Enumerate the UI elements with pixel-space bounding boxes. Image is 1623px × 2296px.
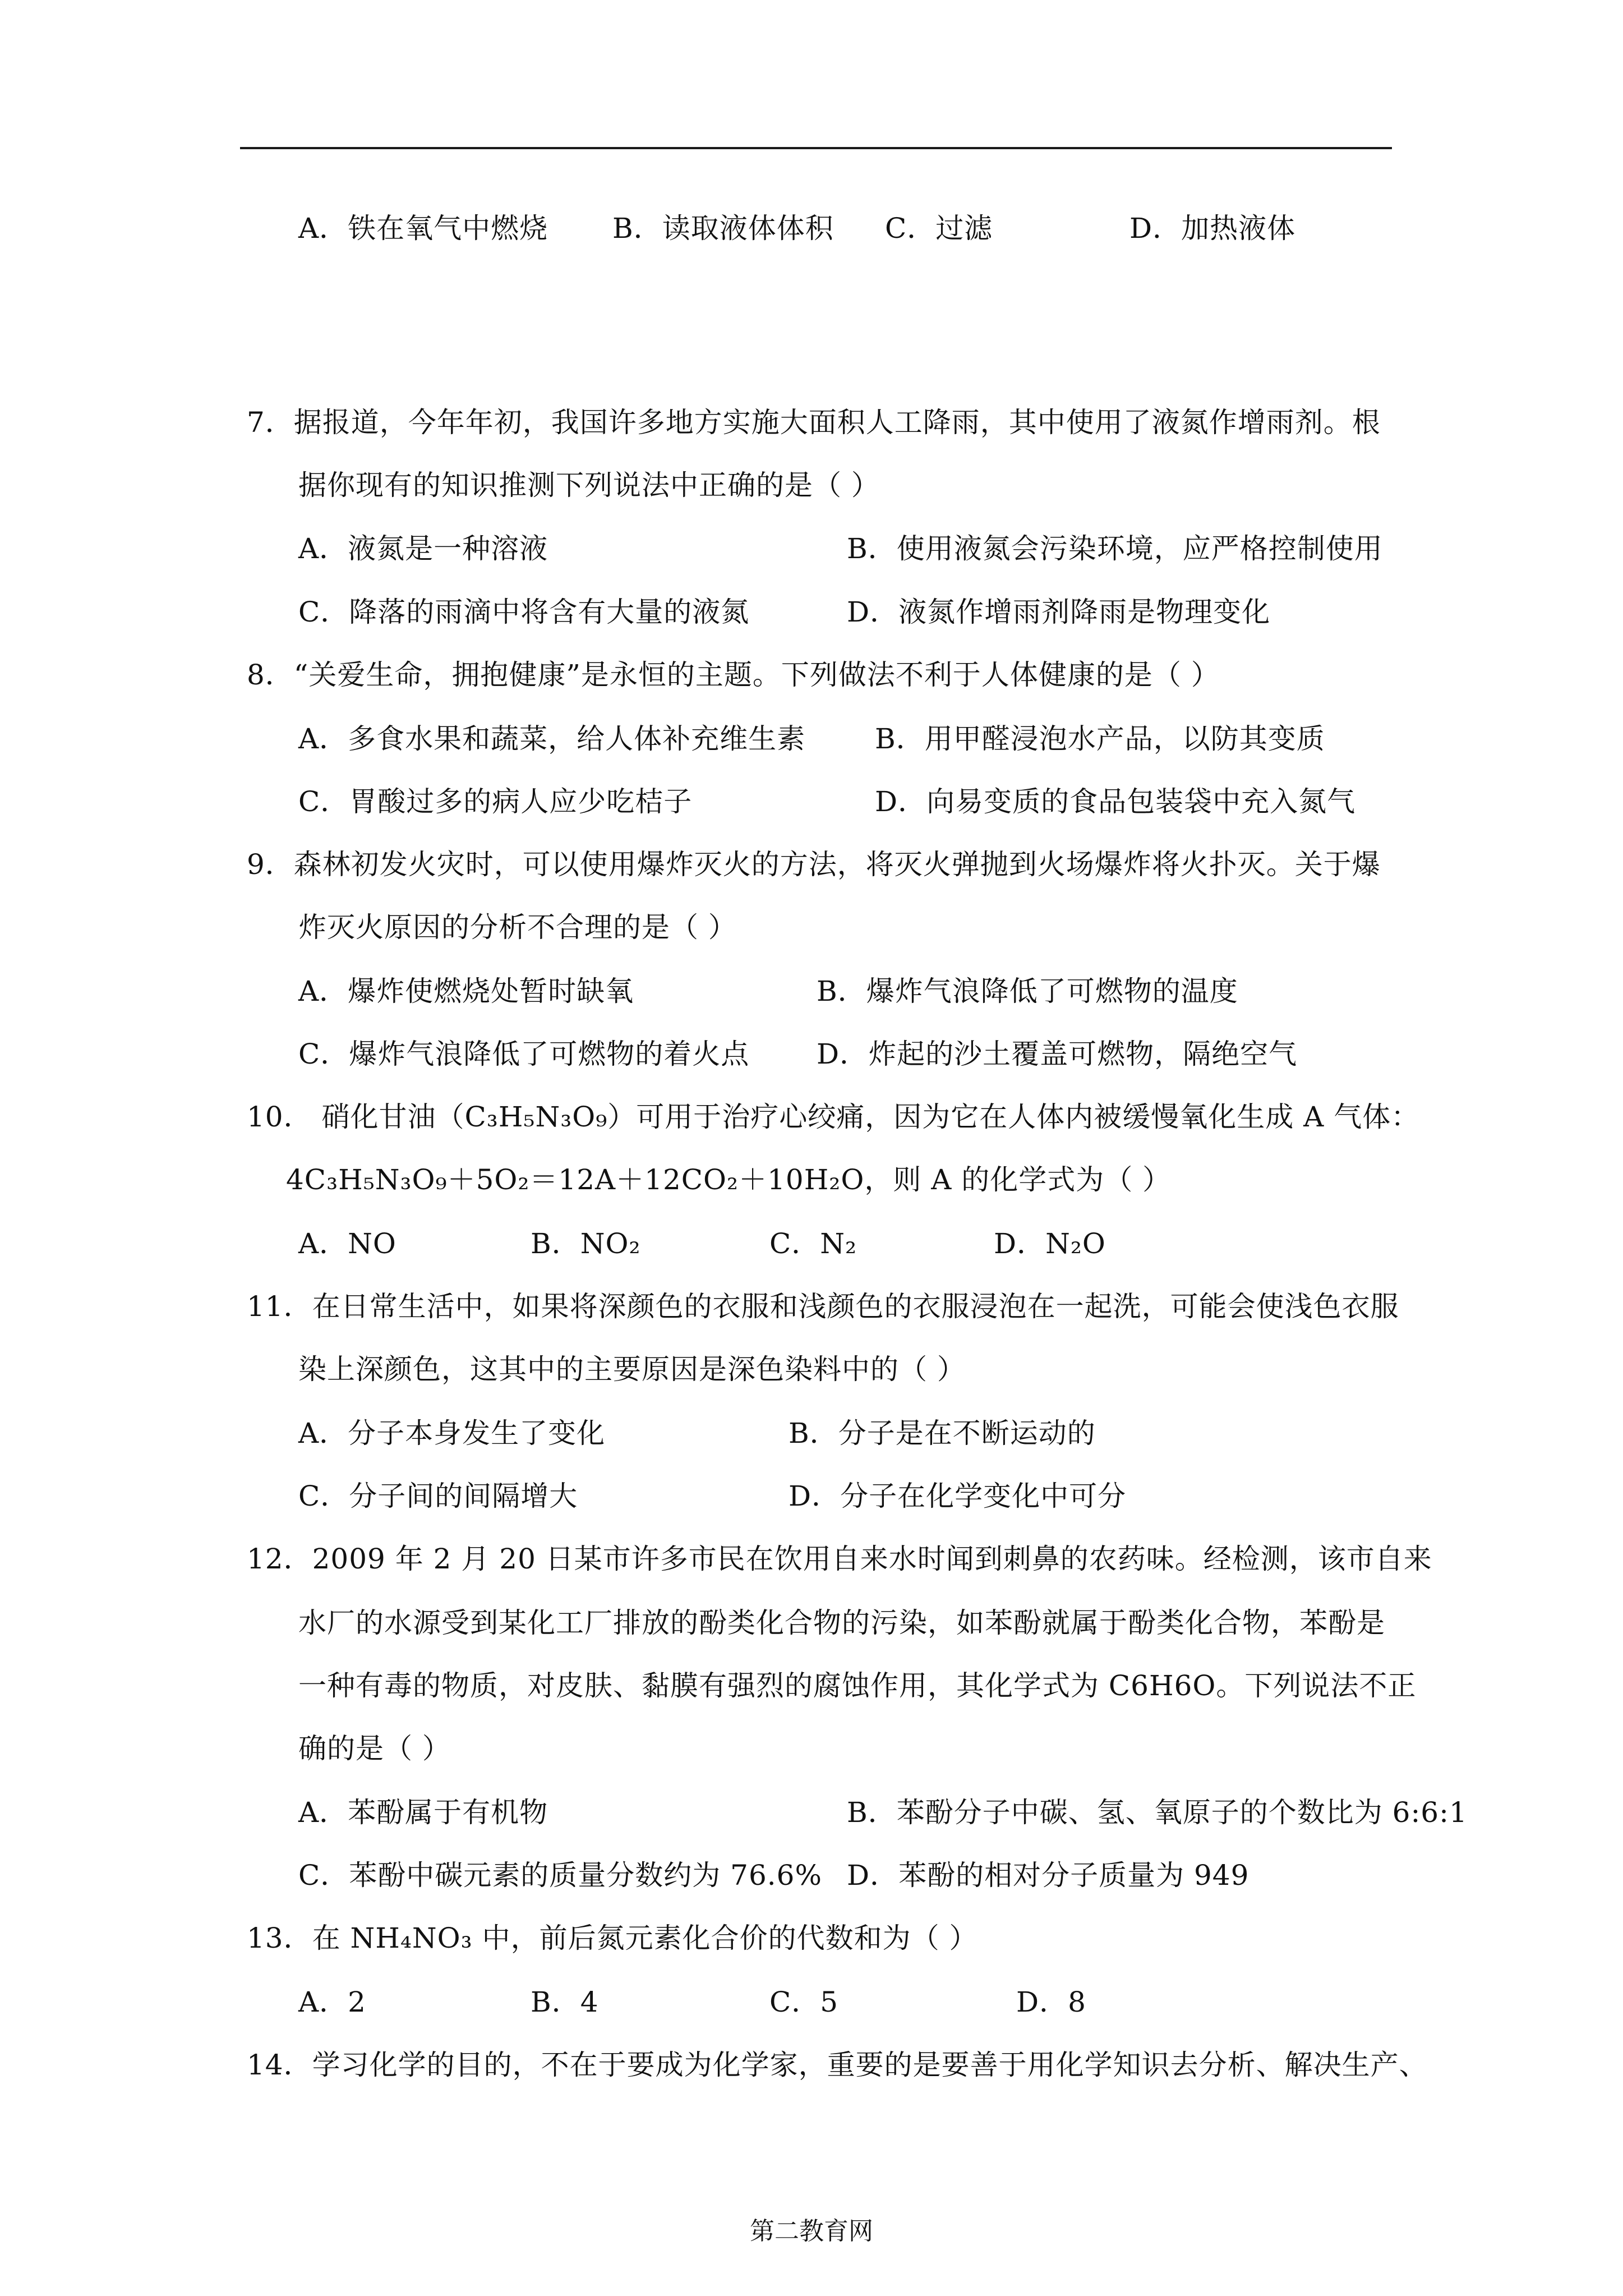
q11-stem-line1: 11．在日常生活中，如果将深颜色的衣服和浅颜色的衣服浸泡在一起洗，可能会使浅色衣服	[247, 1290, 1399, 1323]
q7-stem-line1: 7．据报道，今年年初，我国许多地方实施大面积人工降雨，其中使用了液氮作增雨剂。根	[247, 406, 1381, 439]
q12-stem-line3: 一种有毒的物质，对皮肤、黏膜有强烈的腐蚀作用，其化学式为 C6H6O。下列说法不正	[298, 1669, 1417, 1702]
page-footer: 第二教育网	[750, 2217, 873, 2246]
q9-stem-line2: 炸灭火原因的分析不合理的是（ ）	[298, 911, 737, 944]
q13-stem-line1: 13．在 NH₄NO₃ 中，前后氮元素化合价的代数和为（ ）	[247, 1922, 978, 1954]
header-rule	[240, 147, 1392, 149]
q9-stem-line1: 9．森林初发火灾时，可以使用爆炸灭火的方法，将灭火弹抛到火场爆炸将火扑灭。关于爆	[247, 848, 1381, 881]
q8-option-c: C．胃酸过多的病人应少吃桔子	[298, 785, 693, 818]
q11-option-a: A．分子本身发生了变化	[298, 1417, 606, 1450]
q12-option-c: C．苯酚中碳元素的质量分数约为 76.6%	[298, 1859, 822, 1892]
q12-stem-line1: 12．2009 年 2 月 20 日某市许多市民在饮用自来水时闻到刺鼻的农药味。经检测，该市自来	[247, 1543, 1432, 1575]
prev-option-d: D．加热液体	[1129, 212, 1296, 245]
q12-option-b: B．苯酚分子中碳、氢、氧原子的个数比为 6:6:1	[847, 1796, 1468, 1829]
q8-option-b: B．用甲醛浸泡水产品，以防其变质	[875, 723, 1325, 755]
q10-option-a: A．NO	[298, 1227, 396, 1260]
q13-option-c: C．5	[769, 1986, 839, 2018]
q14-stem-line1: 14．学习化学的目的，不在于要成为化学家，重要的是要善于用化学知识去分析、解决生产、	[247, 2049, 1428, 2081]
prev-option-c: C．过滤	[885, 212, 993, 245]
q12-option-d: D．苯酚的相对分子质量为 949	[847, 1859, 1249, 1892]
q10-equation-line: 4C₃H₅N₃O₉＋5O₂＝12A＋12CO₂＋10H₂O，则 A 的化学式为（ ）	[286, 1163, 1172, 1196]
q9-option-b: B．爆炸气浪降低了可燃物的温度	[817, 975, 1238, 1007]
q9-option-d: D．炸起的沙土覆盖可燃物，隔绝空气	[817, 1038, 1298, 1070]
q13-option-a: A．2	[298, 1986, 366, 2018]
prev-option-a: A．铁在氧气中燃烧	[298, 212, 548, 245]
q10-stem-line1: 10． 硝化甘油（C₃H₅N₃O₉）可用于治疗心绞痛，因为它在人体内被缓慢氧化生成 A 气体：	[247, 1101, 1420, 1133]
q10-option-b: B．NO₂	[531, 1227, 641, 1260]
q12-stem-line4: 确的是（ ）	[298, 1732, 451, 1765]
q13-option-b: B．4	[531, 1986, 599, 2018]
q11-option-c: C．分子间的间隔增大	[298, 1480, 578, 1512]
q7-stem-line2: 据你现有的知识推测下列说法中正确的是（ ）	[298, 469, 880, 501]
q7-option-c: C．降落的雨滴中将含有大量的液氮	[298, 596, 750, 628]
q9-option-a: A．爆炸使燃烧处暂时缺氧	[298, 975, 634, 1007]
q7-option-b: B．使用液氮会污染环境，应严格控制使用	[847, 532, 1383, 565]
q13-option-d: D．8	[1016, 1986, 1086, 2018]
q8-option-a: A．多食水果和蔬菜，给人体补充维生素	[298, 723, 806, 755]
q12-option-a: A．苯酚属于有机物	[298, 1796, 548, 1829]
prev-option-b: B．读取液体体积	[612, 212, 834, 245]
q11-stem-line2: 染上深颜色，这其中的主要原因是深色染料中的（ ）	[298, 1353, 966, 1386]
q11-option-d: D．分子在化学变化中可分	[789, 1480, 1127, 1512]
q8-stem-line1: 8．“关爱生命，拥抱健康”是永恒的主题。下列做法不利于人体健康的是（ ）	[247, 659, 1220, 691]
q8-option-d: D．向易变质的食品包装袋中充入氮气	[875, 785, 1356, 818]
q10-option-c: C．N₂	[769, 1227, 857, 1260]
q11-option-b: B．分子是在不断运动的	[789, 1417, 1096, 1450]
q7-option-d: D．液氮作增雨剂降雨是物理变化	[847, 596, 1271, 628]
q7-option-a: A．液氮是一种溶液	[298, 532, 548, 565]
q10-option-d: D．N₂O	[994, 1227, 1106, 1260]
q12-stem-line2: 水厂的水源受到某化工厂排放的酚类化合物的污染，如苯酚就属于酚类化合物，苯酚是	[298, 1607, 1385, 1639]
q9-option-c: C．爆炸气浪降低了可燃物的着火点	[298, 1038, 750, 1070]
